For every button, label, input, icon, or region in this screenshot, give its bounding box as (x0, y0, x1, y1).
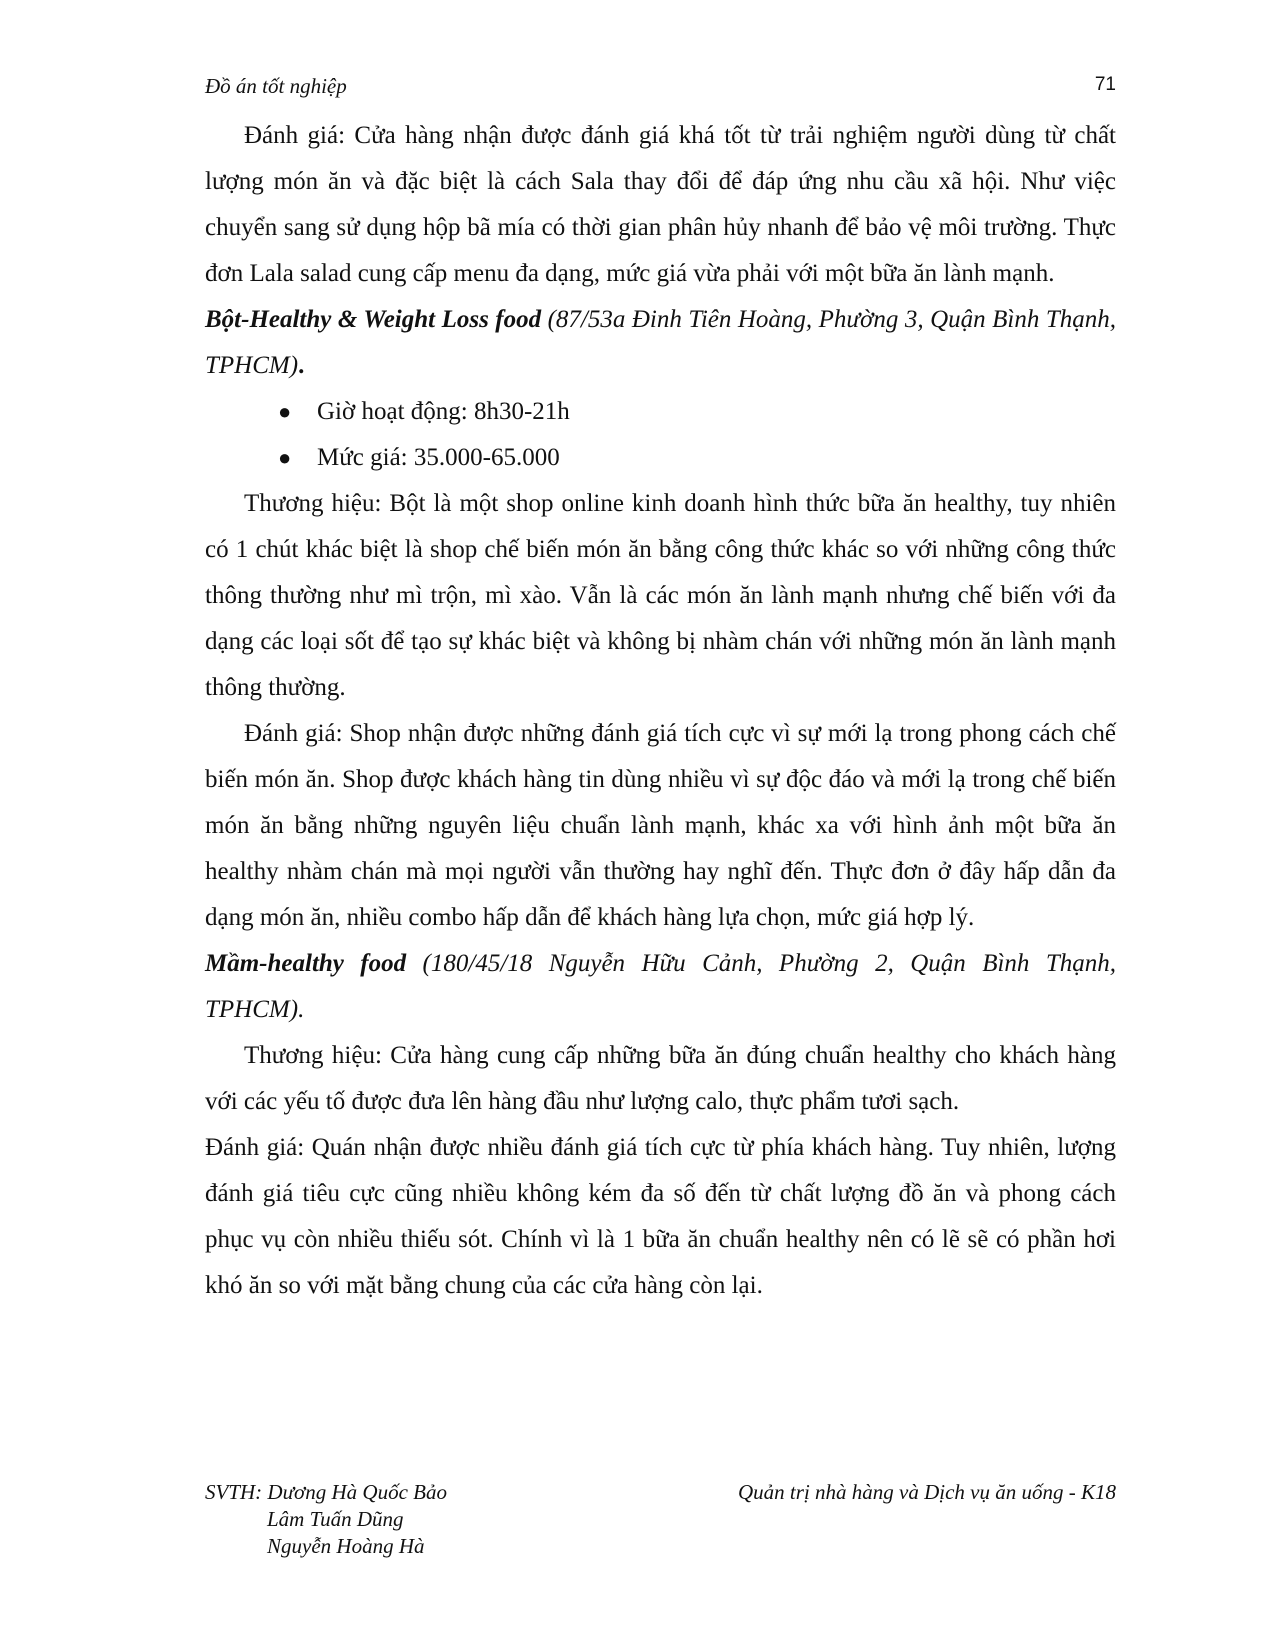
shop-heading-bot (205, 297, 1116, 389)
list-item-opening-hours (205, 389, 1116, 435)
paragraph-mam-review: Đánh giá: Quán nhận được nhiều đánh giá tích cực từ phía khách hàng. Tuy nhiên, lượng đánh giá tiêu cực cũng nhiều không kém đa số đến từ chất lượng đồ ăn và phong cách phục vụ còn nhiều thiếu sót. Chính vì là 1 bữa ăn chuẩn healthy nên có lẽ sẽ có phần hơi khó ăn so với mặt bằng chung của các cửa hàng còn lại. (205, 1134, 1116, 1299)
shop-address-bot: (87/53a Đinh Tiên Hoàng, Phường 3, Quận Bình Thạnh, TPHCM) (205, 306, 1116, 379)
page-header (205, 74, 1116, 104)
footer-students (205, 1479, 625, 1560)
shop-address-mam: (180/45/18 Nguyễn Hữu Cảnh, Phường 2, Quận Bình Thạnh, TPHCM) (205, 950, 1117, 1023)
footer-course: Quản trị nhà hàng và Dịch vụ ăn uống - K18 (738, 1480, 1116, 1504)
paragraph-sala-review: Đánh giá: Cửa hàng nhận được đánh giá khá tốt từ trải nghiệm người dùng từ chất lượng món ăn và đặc biệt là cách Sala thay đổi để đáp ứng nhu cầu xã hội. Như việc chuyển sang sử dụng hộp bã mía có thời gian phân hủy nhanh để bảo vệ môi trường. Thực đơn Lala salad cung cấp menu đa dạng, mức giá vừa phải với một bữa ăn lành mạnh. (205, 122, 1116, 287)
shop-heading-mam (205, 941, 1116, 1033)
price-range-text: Mức giá: 35.000-65.000 (317, 444, 560, 471)
shop-name-bot: Bột-Healthy & Weight Loss food (205, 306, 542, 333)
opening-hours-text: Giờ hoạt động: 8h30-21h (317, 398, 570, 425)
bullet-icon: ● (278, 399, 292, 424)
page-number: 71 (1094, 74, 1116, 95)
shop-info-list (205, 389, 1116, 481)
list-item-price-range (205, 435, 1116, 481)
header-title: Đồ án tốt nghiệp (205, 74, 347, 98)
paragraph-mam-brand: Thương hiệu: Cửa hàng cung cấp những bữa ăn đúng chuẩn healthy cho khách hàng với các yếu tố được đưa lên hàng đầu như lượng calo, thực phẩm tươi sạch. (205, 1042, 1116, 1115)
shop-heading-period: . (298, 996, 305, 1023)
footer-student-3: Nguyễn Hoàng Hà (267, 1534, 425, 1558)
shop-name-mam: Mầm-healthy food (205, 950, 407, 977)
footer-student-1: SVTH: Dương Hà Quốc Bảo (205, 1480, 447, 1504)
shop-heading-period: . (298, 352, 305, 379)
document-body (205, 113, 1116, 1309)
paragraph-bot-review: Đánh giá: Shop nhận được những đánh giá tích cực vì sự mới lạ trong phong cách chế biến món ăn. Shop được khách hàng tin dùng nhiều vì sự độc đáo và mới lạ trong chế biến món ăn bằng những nguyên liệu chuẩn lành mạnh, khác xa với hình ảnh một bữa ăn healthy nhàm chán mà mọi người vẫn thường hay nghĩ đến. Thực đơn ở đây hấp dẫn đa dạng món ăn, nhiều combo hấp dẫn để khách hàng lựa chọn, mức giá hợp lý. (205, 720, 1116, 931)
bullet-icon: ● (278, 445, 292, 470)
footer-student-2: Lâm Tuấn Dũng (267, 1507, 404, 1531)
paragraph-bot-brand: Thương hiệu: Bột là một shop online kinh doanh hình thức bữa ăn healthy, tuy nhiên có 1 chút khác biệt là shop chế biến món ăn bằng công thức khác so với những công thức thông thường như mì trộn, mì xào. Vẫn là các món ăn lành mạnh nhưng chế biến với đa dạng các loại sốt để tạo sự khác biệt và không bị nhàm chán với những món ăn lành mạnh thông thường. (205, 490, 1116, 701)
